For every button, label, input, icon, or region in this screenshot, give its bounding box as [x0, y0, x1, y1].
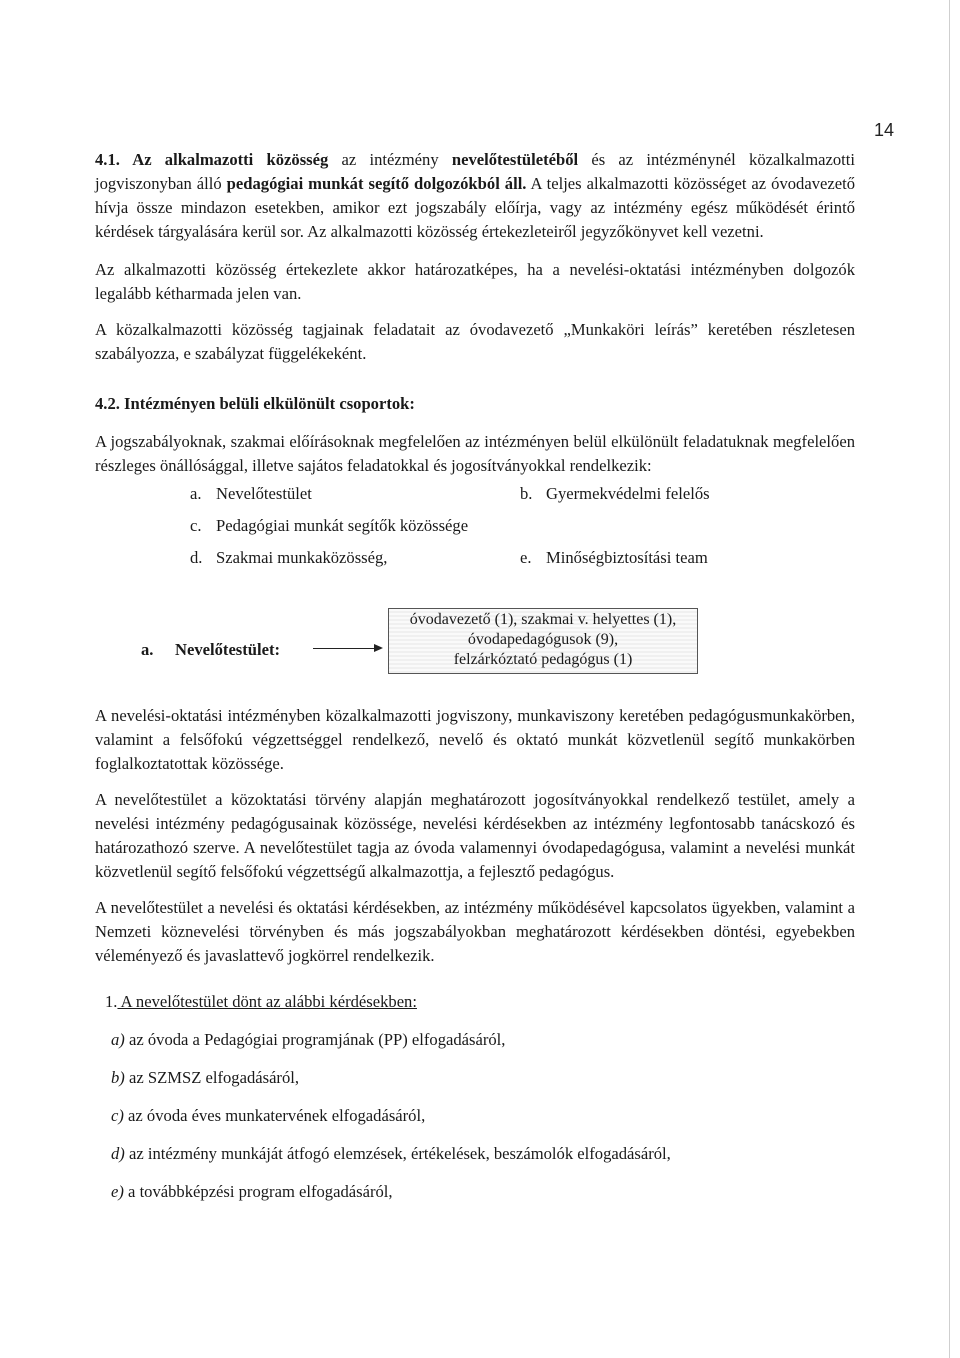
- group-label: Szakmai munkaközösség,: [216, 548, 388, 567]
- group-label: Pedagógiai munkát segítők közössége: [216, 516, 469, 535]
- group-empty-cell: [520, 514, 820, 538]
- group-label: Gyermekvédelmi felelős: [546, 484, 710, 503]
- body-paragraph: A nevelési-oktatási intézményben közalkalmazotti jogviszony, munkaviszony keretében pedagógusmunkakörben, valamint a felsőfokú végzettséggel rendelkező, nevelő és oktató munkát közvetlenül segítő munkakörben foglalkoztatottak közössége.: [95, 706, 855, 773]
- decision-list-item: [111, 1142, 855, 1166]
- members-line: óvodapedagógusok (9),: [467, 631, 619, 648]
- list-marker: e): [111, 1182, 124, 1201]
- list-text: az SZMSZ elfogadásáról,: [124, 1068, 300, 1087]
- decision-list-title-text: A nevelőtestület dönt az alábbi kérdésekben:: [117, 992, 417, 1011]
- nevelotestulet-diagram: [95, 608, 855, 688]
- list-text: az óvoda a Pedagógiai programjának (PP) elfogadásáról,: [124, 1030, 506, 1049]
- group-letter: d.: [190, 548, 203, 567]
- scan-edge-line: [949, 0, 950, 1358]
- nevelotestulet-label: [141, 638, 280, 662]
- section-4-1-bold-b: pedagógiai munkát segítő dolgozókból áll.: [226, 174, 527, 193]
- groups-list: [190, 482, 855, 570]
- nevelotestulet-letter: a.: [141, 640, 154, 659]
- group-label: Nevelőtestület: [216, 484, 312, 503]
- decision-list-item: [111, 1180, 855, 1204]
- group-item: [520, 482, 820, 506]
- body-paragraph: A nevelőtestület a nevelési és oktatási kérdésekben, az intézmény működésével kapcsolatos ügyekben, valamint a Nemzeti köznevelési törvényben és más jogszabályokban meghatározott kérdésekben döntési, egyebekben véleményező és javaslattevő jogkörrel rendelkezik.: [95, 898, 855, 965]
- list-marker: d): [111, 1144, 125, 1163]
- group-letter: e.: [520, 548, 532, 567]
- group-letter: c.: [190, 516, 202, 535]
- list-text: a továbbképzési program elfogadásáról,: [123, 1182, 393, 1201]
- members-line: óvodavezető (1), szakmai v. helyettes (1),: [409, 611, 677, 628]
- section-4-2-intro: A jogszabályoknak, szakmai előírásoknak megfelelően az intézményen belül elkülönült feladatuknak megfelelően részleges önállósággal, illetve sajátos feladatokkal és jogosítványokkal rendelkezik:: [95, 432, 855, 475]
- decision-list-item: [111, 1104, 855, 1128]
- section-4-1-paragraph: [95, 148, 855, 244]
- decision-list-item: [111, 1066, 855, 1090]
- section-4-1-text-c: A teljes alkalmazotti közösséget az óvodavezető hívja össze mindazon esetekben, amikor ezt jogszabály előírja, vagy az intézmény egész működését érintő kérdések tárgyalására kerül sor. Az alkalmazotti közösség értekezleteiről jegyzőkönyvet kell vezetni.: [95, 174, 855, 241]
- section-4-1-number: 4.1. Az alkalmazotti közösség: [95, 150, 329, 169]
- group-letter: b.: [520, 484, 533, 503]
- decision-list-number: 1.: [105, 992, 118, 1011]
- group-letter: a.: [190, 484, 202, 503]
- section-4-2-number: 4.2.: [95, 394, 120, 413]
- list-marker: b): [111, 1068, 125, 1087]
- section-4-1-text-a: az intézmény: [328, 150, 452, 169]
- group-label: Minőségbiztosítási team: [546, 548, 708, 567]
- section-4-1-bold-a: nevelőtestületéből: [451, 150, 579, 169]
- nevelotestulet-members-box: [388, 608, 698, 674]
- list-marker: c): [111, 1106, 124, 1125]
- group-item: [190, 546, 520, 570]
- section-4-1-text-b: és az intézménynél közalkalmazotti jogviszonyban álló: [95, 150, 855, 193]
- list-text: az óvoda éves munkatervének elfogadásáról,: [123, 1106, 426, 1125]
- section-4-2-heading: [95, 392, 855, 416]
- decision-list-item: [111, 1028, 855, 1052]
- section-4-2-title: Intézményen belüli elkülönült csoportok:: [124, 394, 415, 413]
- list-marker: a): [111, 1030, 125, 1049]
- group-item: [190, 482, 520, 506]
- quorum-paragraph: Az alkalmazotti közösség értekezlete akkor határozatképes, ha a nevelési-oktatási intézményben dolgozók legalább kétharmada jelen van.: [95, 260, 855, 303]
- spacer: [95, 688, 855, 704]
- page-number: 14: [873, 120, 894, 140]
- members-line: felzárkóztató pedagógus (1): [453, 651, 633, 668]
- decision-list-title: [105, 990, 855, 1014]
- tasks-paragraph: A közalkalmazotti közösség tagjainak feladatait az óvodavezető „Munkaköri leírás” keretében részletesen szabályozza, e szabályzat függelékeként.: [95, 320, 855, 363]
- body-paragraph: A nevelőtestület a közoktatási törvény alapján meghatározott jogosítványokkal rendelkező testület, amely a nevelési intézmény pedagógusainak közössége, nevelési kérdésekben az intézmény legfontosabb tanácskozó és határozathozó szerve. A nevelőtestület tagja az óvoda valamennyi óvodapedagógusa, valamint a nevelési munkát közvetlenül segítő felsőfokú végzettségű alkalmazottja, a fejlesztő pedagógus.: [95, 790, 855, 881]
- arrow-right-icon: [313, 648, 381, 649]
- group-item: [190, 514, 520, 538]
- list-text: az intézmény munkáját átfogó elemzések, értékelések, beszámolók elfogadásáról,: [124, 1144, 671, 1163]
- page-content: [95, 148, 855, 1218]
- group-item: [520, 546, 820, 570]
- nevelotestulet-text: Nevelőtestület:: [175, 640, 281, 659]
